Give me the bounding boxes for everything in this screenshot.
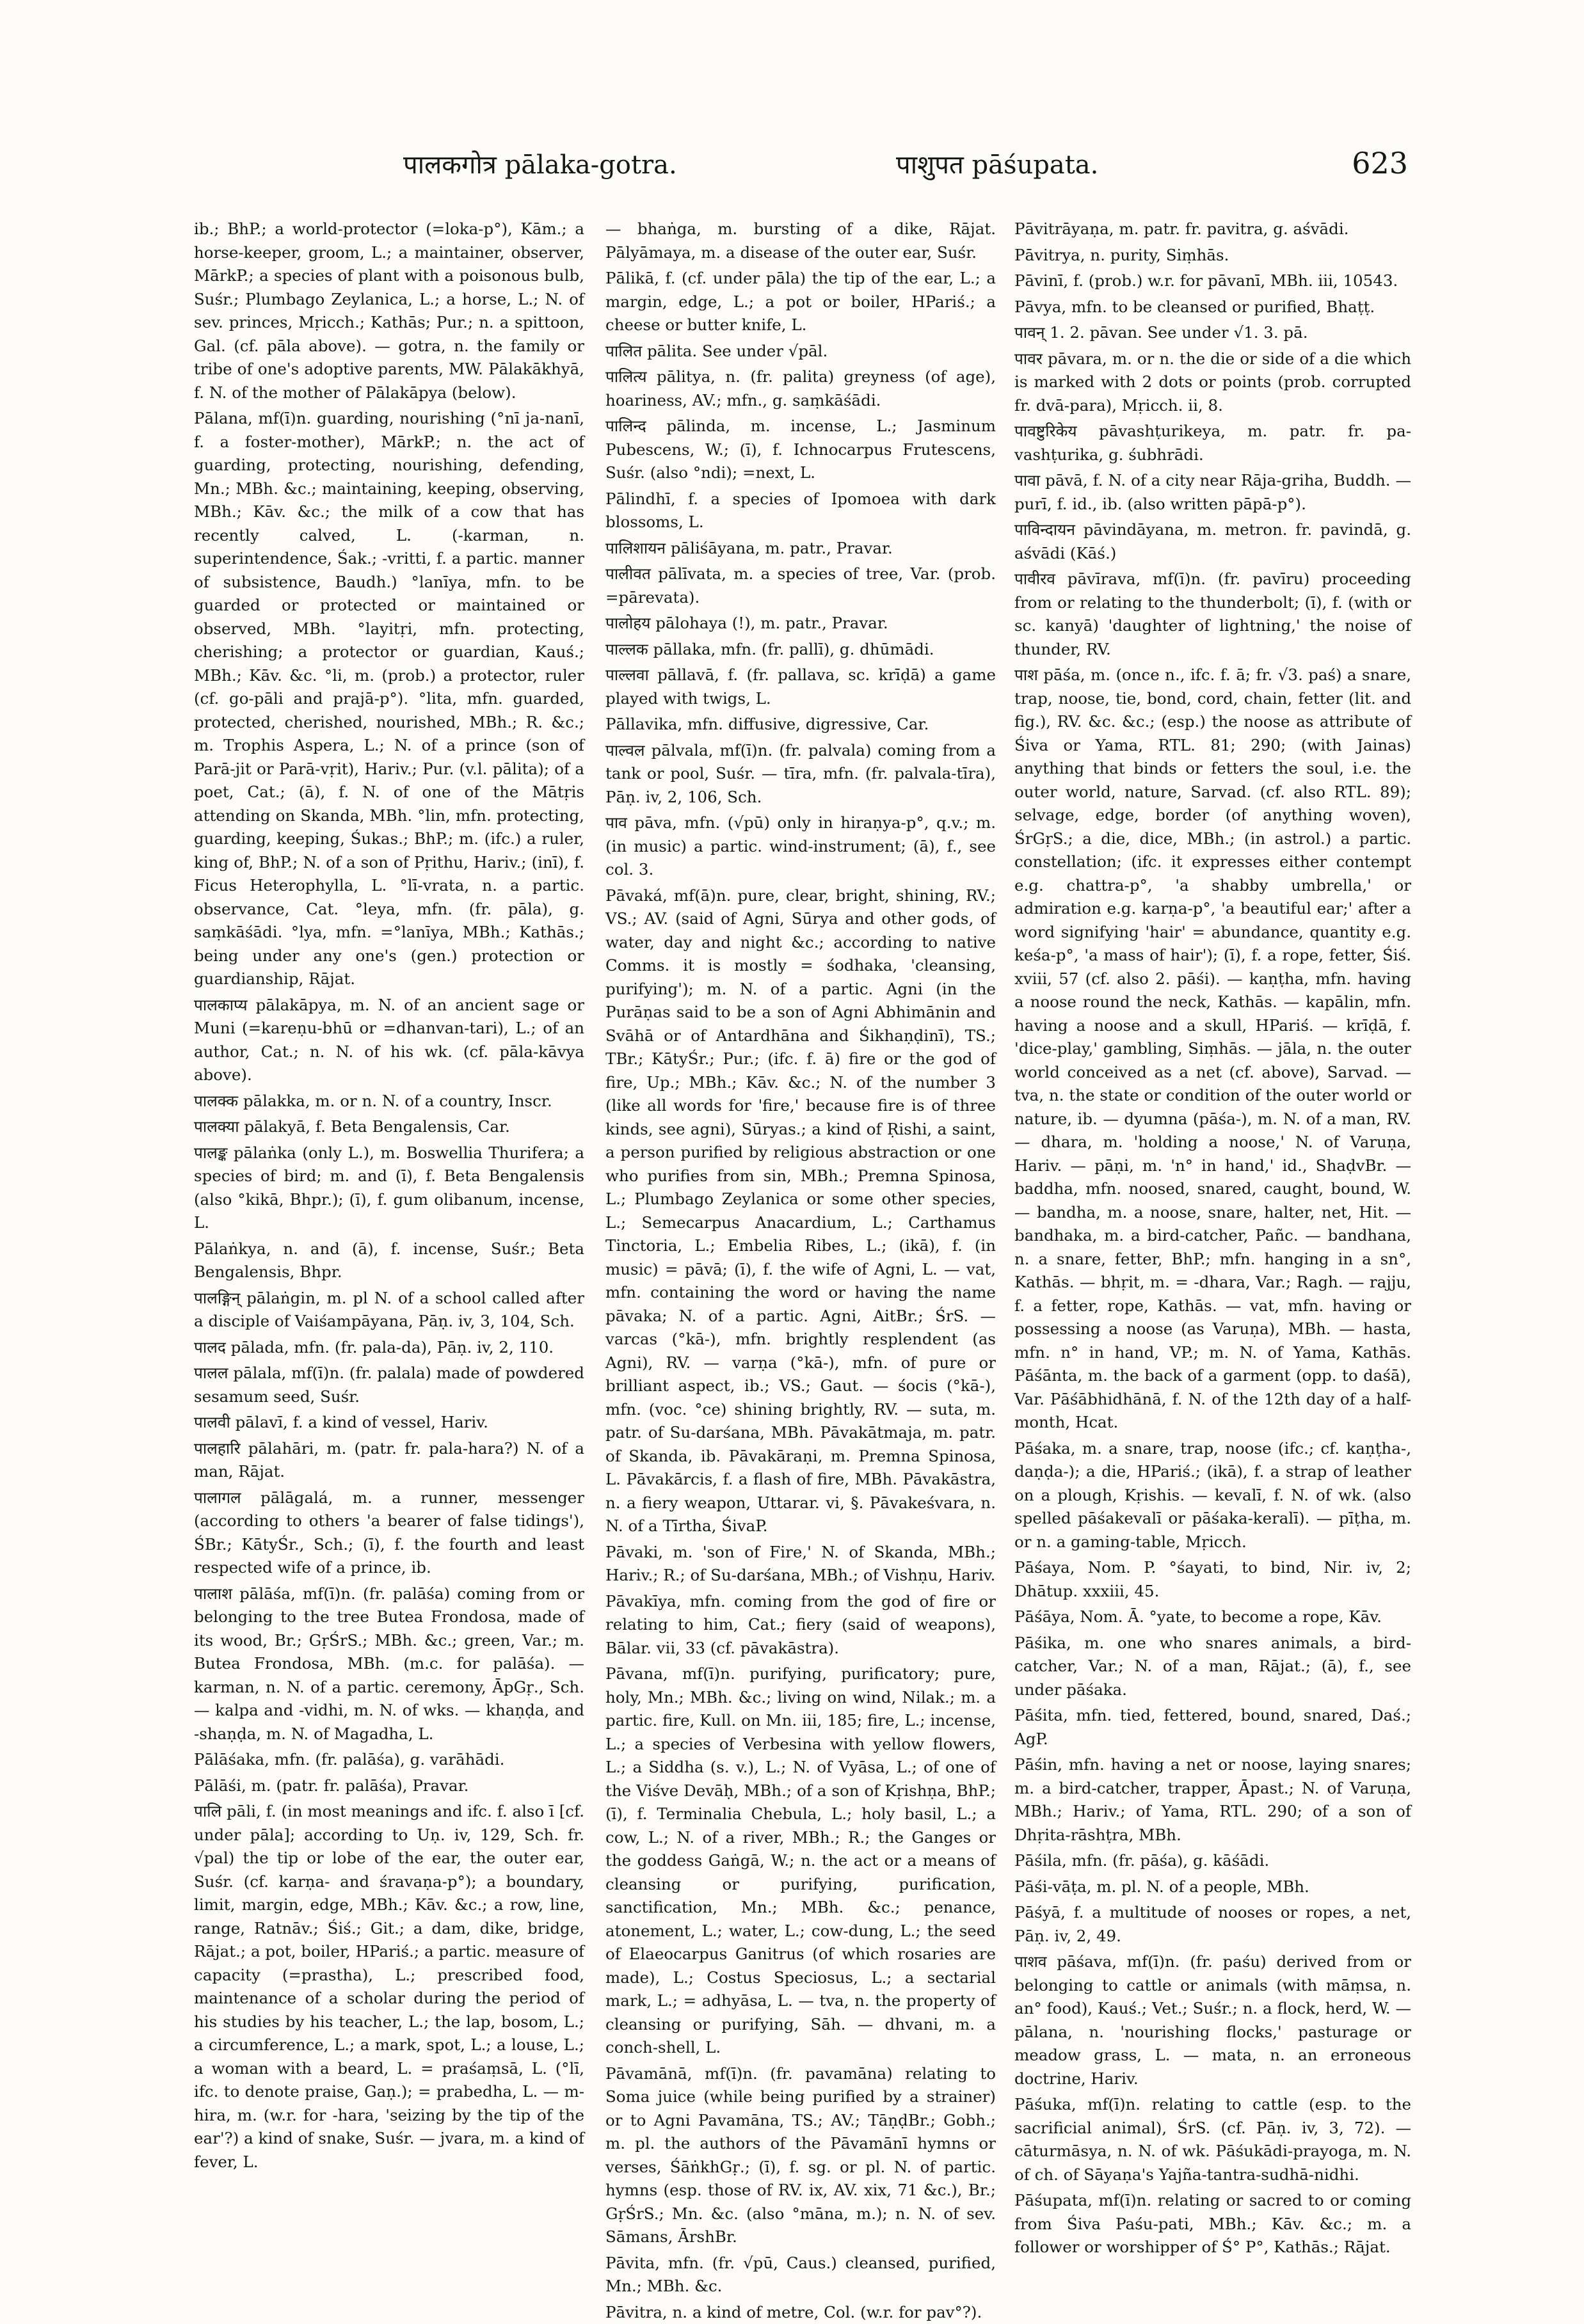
dictionary-entry: Pālāśi, m. (patr. fr. palāśa), Pravar. <box>194 1774 584 1798</box>
dictionary-entry: पावन् 1. 2. pāvan. See under √1. 3. pā. <box>1014 321 1411 345</box>
dictionary-entry: Pāvitra, n. a kind of metre, Col. (w.r. for pav°?). <box>605 2301 996 2324</box>
dictionary-entry: Pālikā, f. (cf. under pāla) the tip of the ear, L.; a margin, edge, L.; a pot or boiler, HPariś.; a cheese or butter knife, L. <box>605 267 996 337</box>
dictionary-entry: Pāśi-vāṭa, m. pl. N. of a people, MBh. <box>1014 1875 1411 1899</box>
dictionary-entry: पावर pāvara, m. or n. the die or side of a die which is marked with 2 dots or points (prob. corrupted fr. dvā-para), Mṛicch. ii, 8. <box>1014 347 1411 418</box>
dictionary-entry: पाश pāśa, m. (once n., ifc. f. ā; fr. √3. paś) a snare, trap, noose, tie, bond, cord, chain, fetter (lit. and fig.), RV. &c. &c.; (esp.) the noose as attribute of Śiva or Yama, RTL. 81; 290; (with Jainas) anything that binds or fetters the soul, i.e. the outer world, nature, Sarvad. (cf. also RTL. 89); selvage, edge, border (of anything woven), ŚrGṛS.; a die, dice, MBh.; (in astrol.) a partic. constellation; (ifc. it expresses either contempt e.g. chattra-p°, 'a shabby umbrella,' or admiration e.g. karṇa-p°, 'a beautiful ear;' after a word signifying 'hair' = abundance, quantity e.g. keśa-p°, 'a mass of hair'); (ī), f. a rope, fetter, Śiś. xviii, 57 (cf. also 2. pāśi). — kaṇṭha, mfn. having a noose round the neck, Kathās. — kapālin, mfn. having a noose and a skull, HPariś. — krīḍā, f. 'dice-play,' gambling, Siṃhās. — jāla, n. the outer world conceived as a net (cf. above), Sarvad. — tva, n. the state or condition of the outer world or nature, ib. — dyumna (pāśa-), m. N. of a man, RV. — dhara, m. 'holding a noose,' N. of Varuṇa, Hariv. — pāṇi, m. 'n° in hand,' id., ShaḍvBr. — baddha, mfn. noosed, snared, caught, bound, W. — bandha, m. a noose, snare, halter, net, Hit. — bandhaka, m. a bird-catcher, Pañc. — bandhana, n. a snare, fetter, BhP.; mfn. hanging in a sn°, Kathās. — bhṛit, m. = -dhara, Var.; Ragh. — rajju, f. a fetter, rope, Kathās. — vat, mfn. having or possessing a noose (as Varuṇa), MBh. — hasta, mfn. n° in hand, VP.; m. N. of Yama, Kathās. Pāśānta, m. the back of a garment (opp. to daśā), Var. Pāśābhidhānā, f. N. of the 12th day of a half-month, Hcat. <box>1014 664 1411 1435</box>
dictionary-entry: Pāśāya, Nom. Ā. °yate, to become a rope, Kāv. <box>1014 1605 1411 1629</box>
dictionary-entry: Pāvakīya, mfn. coming from the god of fire or relating to him, Cat.; fiery (said of weapons), Bālar. vii, 33 (cf. pāvakāstra). <box>605 1590 996 1660</box>
dictionary-entry: Pālaṅkya, n. and (ā), f. incense, Suśr.; Beta Bengalensis, Bhpr. <box>194 1238 584 1284</box>
dictionary-entry: पाविन्दायन pāvindāyana, m. metron. fr. pavindā, g. aśvādi (Kāś.) <box>1014 518 1411 565</box>
dictionary-entry: पाल्लक pāllaka, mfn. (fr. pallī), g. dhūmādi. <box>605 638 996 662</box>
dictionary-entry: पावष्टुरिकेय pāvashṭurikeya, m. patr. fr. pa-vashṭurika, g. śubhrādi. <box>1014 420 1411 466</box>
dictionary-entry: पावीरव pāvīrava, mf(ī)n. (fr. pavīru) proceeding from or relating to the thunderbolt; (ī), f. (with or sc. kanyā) 'daughter of lightning,' the noise of thunder, RV. <box>1014 568 1411 661</box>
dictionary-entry: Pāllavika, mfn. diffusive, digressive, Car. <box>605 713 996 736</box>
dictionary-entry: Pālāśaka, mfn. (fr. palāśa), g. varāhādi. <box>194 1748 584 1772</box>
dictionary-entry: Pāśaya, Nom. P. °śayati, to bind, Nir. iv, 2; Dhātup. xxxiii, 45. <box>1014 1556 1411 1603</box>
dictionary-entry: पावा pāvā, f. N. of a city near Rāja-griha, Buddh. — purī, f. id., ib. (also written pāpā-p°). <box>1014 469 1411 516</box>
dictionary-entry: Pāśita, mfn. tied, fettered, bound, snared, Daś.; AgP. <box>1014 1704 1411 1751</box>
dictionary-entry: Pāvita, mfn. (fr. √pū, Caus.) cleansed, purified, Mn.; MBh. &c. <box>605 2252 996 2298</box>
dictionary-entry: पालङ्गिन् pālaṅgin, m. pl N. of a school called after a disciple of Vaiśampāyana, Pāṇ. iv, 3, 104, Sch. <box>194 1287 584 1333</box>
dictionary-entry: Pāvitrāyaṇa, m. patr. fr. pavitra, g. aśvādi. <box>1014 218 1411 241</box>
dictionary-entry: पालकाप्य pālakāpya, m. N. of an ancient sage or Muni (=kareṇu-bhū or =dhanvan-tari), L.; of an author, Cat.; n. N. of his wk. (cf. pāla-kāvya above). <box>194 994 584 1087</box>
dictionary-entry: पाल्वल pālvala, mf(ī)n. (fr. palvala) coming from a tank or pool, Suśr. — tīra, mfn. (fr. palvala-tīra), Pāṇ. iv, 2, 106, Sch. <box>605 739 996 809</box>
header-right-headword: पाशुपत pāśupata. <box>896 146 1098 181</box>
page-number: 623 <box>1352 146 1408 180</box>
header-left-headword: पालकगोत्र pālaka-gotra. <box>403 146 677 181</box>
dictionary-entry: पाल्लवा pāllavā, f. (fr. pallava, sc. krīḍā) a game played with twigs, L. <box>605 664 996 710</box>
dictionary-entry: Pāśin, mfn. having a net or noose, laying snares; m. a bird-catcher, trapper, Āpast.; N. of Varuṇa, MBh.; Hariv.; of Yama, RTL. 290; of a son of Dhṛita-rāshṭra, MBh. <box>1014 1753 1411 1847</box>
dictionary-entry: पालित pālita. See under √pāl. <box>605 340 996 363</box>
dictionary-entry: Pāvaki, m. 'son of Fire,' N. of Skanda, MBh.; Hariv.; R.; of Su-darśana, MBh.; of Vishṇu, Hariv. <box>605 1541 996 1588</box>
dictionary-entry: Pāśyā, f. a multitude of nooses or ropes, a net, Pāṇ. iv, 2, 49. <box>1014 1901 1411 1948</box>
dictionary-entry: ib.; BhP.; a world-protector (=loka-p°), Kām.; a horse-keeper, groom, L.; a maintainer, observer, MārkP.; a species of plant with a poisonous bulb, Suśr.; Plumbago Zeylanica, L.; a horse, L.; N. of sev. princes, Mṛicch.; Kathās; Pur.; n. a spittoon, Gal. (cf. pāla above). — gotra, n. the family or tribe of one's adoptive parents, MW. Pālakākhyā, f. N. of the mother of Pālakāpya (below). <box>194 218 584 404</box>
dictionary-entry: पालङ्क pālaṅka (only L.), m. Boswellia Thurifera; a species of bird; m. and (ī), f. Beta Bengalensis (also °kikā, Bhpr.); (ī), f. gum olibanum, incense, L. <box>194 1142 584 1235</box>
dictionary-entry: पाव pāva, mfn. (√pū) only in hiraṇya-p°, q.v.; m. (in music) a partic. wind-instrument; (ā), f., see col. 3. <box>605 811 996 882</box>
dictionary-entry: Pāvana, mf(ī)n. purifying, purificatory; pure, holy, Mn.; MBh. &c.; living on wind, Nilak.; m. a partic. fire, Kull. on Mn. iii, 185; fire, L.; incense, L.; a species of Verbesina with yellow flowers, L.; a Siddha (s. v.), L.; N. of Vyāsa, L.; of one of the Viśve Devāḥ, MBh.; of a son of Kṛishṇa, BhP.; (ī), f. Terminalia Chebula, L.; holy basil, L.; a cow, L.; N. of a river, MBh.; R.; the Ganges or the goddess Gaṅgā, W.; n. the act or a means of cleansing or purifying, purification, sanctification, Mn.; MBh. &c.; penance, atonement, L.; water, L.; cow-dung, L.; the seed of Elaeocarpus Ganitrus (of which rosaries are made), L.; Costus Speciosus, L.; a sectarial mark, L.; = adhyāsa, L. — tva, n. the property of cleansing or purifying, Sāh. — dhvani, m. a conch-shell, L. <box>605 1662 996 2060</box>
dictionary-entry: पालहारि pālahāri, m. (patr. fr. pala-hara?) N. of a man, Rājat. <box>194 1437 584 1484</box>
running-header <box>192 146 1408 191</box>
dictionary-entry: पालल pālala, mf(ī)n. (fr. palala) made of powdered sesamum seed, Suśr. <box>194 1362 584 1408</box>
dictionary-entry: Pālindhī, f. a species of Ipomoea with dark blossoms, L. <box>605 488 996 534</box>
dictionary-entry: पालागल pālāgalá, m. a runner, messenger (according to others 'a bearer of false tidings'), ŚBr.; KātyŚr., Sch.; (ī), f. the fourth and least respected wife of a prince, ib. <box>194 1486 584 1580</box>
dictionary-entry: Pāśuka, mf(ī)n. relating to cattle (esp. to the sacrificial animal), ŚrS. (cf. Pāṇ. iv, 3, 72). — cāturmāsya, n. N. of wk. Pāśukādi-prayoga, m. N. of ch. of Sāyaṇa's Yajña-tantra-sudhā-nidhi. <box>1014 2093 1411 2186</box>
dictionary-entry: पालक्या pālakyā, f. Beta Bengalensis, Car. <box>194 1115 584 1139</box>
column-3 <box>1014 218 1411 2208</box>
column-1 <box>194 218 584 2208</box>
dictionary-entry: Pāvitrya, n. purity, Siṃhās. <box>1014 244 1411 267</box>
dictionary-entry: Pāvya, mfn. to be cleansed or purified, Bhaṭṭ. <box>1014 296 1411 319</box>
dictionary-entry: पालीवत pālīvata, m. a species of tree, Var. (prob. =pārevata). <box>605 562 996 609</box>
dictionary-entry: Pāśupata, mf(ī)n. relating or sacred to or coming from Śiva Paśu-pati, MBh.; Kāv. &c.; m. a follower or worshipper of Ś° P°, Kathās.; Rājat. <box>1014 2189 1411 2259</box>
dictionary-entry: पालिन्द pālinda, m. incense, L.; Jasminum Pubescens, W.; (ī), f. Ichnocarpus Frutescens, Suśr. (also °ndi); =next, L. <box>605 415 996 485</box>
column-2 <box>605 218 996 2208</box>
dictionary-entry: पालवी pālavī, f. a kind of vessel, Hariv. <box>194 1411 584 1435</box>
dictionary-entry: Pāvaká, mf(ā)n. pure, clear, bright, shining, RV.; VS.; AV. (said of Agni, Sūrya and other gods, of water, day and night &c.; according to native Comms. it is mostly = śodhaka, 'cleansing, purifying'); m. N. of a partic. Agni (in the Purāṇas said to be a son of Agni Abhimānin and Svāhā or of Antardhāna and Śikhaṇḍinī), TS.; TBr.; KātyŚr.; Pur.; (ifc. f. ā) fire or the god of fire, Up.; MBh.; Kāv. &c.; N. of the number 3 (like all words for 'fire,' because fire is of three kinds, see agni), Sūryas.; a kind of Ṛishi, a saint, a person purified by religious abstraction or one who purifies from sin, MBh.; Premna Spinosa, L.; Plumbago Zeylanica or some other species, L.; Semecarpus Anacardium, L.; Carthamus Tinctoria, L.; Embelia Ribes, L.; (ikā), f. (in music) = pāvā; (ī), f. the wife of Agni, L. — vat, mfn. containing the word or having the name pāvaka; N. of a partic. Agni, AitBr.; ŚrS. — varcas (°kā-), mfn. brightly resplendent (as Agni), RV. — varṇa (°kā-), mfn. of pure or brilliant aspect, ib.; VS.; Gaut. — śocis (°kā-), mfn. (voc. °ce) shining brightly, RV. — suta, m. patr. of Su-darśana, MBh. Pāvakātmaja, m. patr. of Skanda, ib. Pāvakāraṇi, m. Premna Spinosa, L. Pāvakārcis, f. a flash of fire, MBh. Pāvakāstra, n. a fiery weapon, Uttarar. vi, §. Pāvakeśvara, n. N. of a Tīrtha, ŚivaP. <box>605 884 996 1538</box>
dictionary-entry: पालोहय pālohaya (!), m. patr., Pravar. <box>605 612 996 635</box>
dictionary-entry: पालिशायन pāliśāyana, m. patr., Pravar. <box>605 537 996 561</box>
dictionary-entry: Pāśaka, m. a snare, trap, noose (ifc.; cf. kaṇṭha-, daṇḍa-); a die, HPariś.; (ikā), f. a strap of leather on a plough, Kṛishis. — kevalī, f. N. of wk. (also spelled pāśakevalī or pāśaka-keralī). — pīṭha, m. or n. a gaming-table, Mṛicch. <box>1014 1437 1411 1554</box>
dictionary-entry: Pāvamānā, mf(ī)n. (fr. pavamāna) relating to Soma juice (while being purified by a strainer) or to Agni Pavamāna, TS.; AV.; TāṇḍBr.; Gobh.; m. pl. the authors of the Pāvamānī hymns or verses, ŚāṅkhGṛ.; (ī), f. sg. or pl. N. of partic. hymns (esp. those of RV. ix, AV. xix, 71 &c.), Br.; GṛŚrS.; Mn. &c. (also °māna, m.); n. N. of sev. Sāmans, ĀrshBr. <box>605 2062 996 2249</box>
dictionary-entry: पालित्य pālitya, n. (fr. palita) greyness (of age), hoariness, AV.; mfn., g. saṃkāśādi. <box>605 365 996 412</box>
dictionary-entry: पालक्क pālakka, m. or n. N. of a country, Inscr. <box>194 1090 584 1113</box>
dictionary-entry: Pāśila, mfn. (fr. pāśa), g. kāśādi. <box>1014 1849 1411 1873</box>
dictionary-entry: पालाश pālāśa, mf(ī)n. (fr. palāśa) coming from or belonging to the tree Butea Frondosa, made of its wood, Br.; GṛŚrS.; MBh. &c.; green, Var.; m. Butea Frondosa, MBh. (m.c. for palāśa). — karman, n. N. of a partic. ceremony, ĀpGṛ., Sch. — kalpa and -vidhi, m. N. of wks. — khaṇḍa, and -shaṇḍa, m. N. of Magadha, L. <box>194 1582 584 1746</box>
dictionary-entry: Pālana, mf(ī)n. guarding, nourishing (°nī ja-nanī, f. a foster-mother), MārkP.; n. the act of guarding, protecting, nourishing, defending, Mn.; MBh. &c.; maintaining, keeping, observing, MBh.; Kāv. &c.; the milk of a cow that has recently calved, L. (-karman, n. superintendence, Śak.; -vritti, f. a partic. manner of subsistence, Baudh.) °lanīya, mfn. to be guarded or protected or maintained or observed, MBh. °layitṛi, mfn. protecting, cherishing; a protector or guardian, Kauś.; MBh.; Kāv. &c. °li, m. (prob.) a protector, ruler (cf. go-pāli and prajā-p°). °lita, mfn. guarded, protected, cherished, nourished, MBh.; R. &c.; m. Trophis Aspera, L.; N. of a prince (son of Parā-jit or Parā-vṛit), Hariv.; Pur. (v.l. pālita); of a poet, Cat.; (ā), f. N. of one of the Mātṛis attending on Skanda, MBh. °lin, mfn. protecting, guarding, keeping, Śukas.; BhP.; m. (ifc.) a ruler, king of, BhP.; N. of a son of Pṛithu, Hariv.; (inī), f. Ficus Heterophylla, L. °lī-vrata, n. a partic. observance, Cat. °leya, mfn. (fr. pāla), g. saṃkāśādi. °lya, mfn. =°lanīya, MBh.; Kathās.; being under any one's (gen.) protection or guardianship, Rājat. <box>194 407 584 991</box>
dictionary-entry: — bhaṅga, m. bursting of a dike, Rājat. Pālyāmaya, m. a disease of the outer ear, Suśr. <box>605 218 996 264</box>
dictionary-entry: पाशव pāśava, mf(ī)n. (fr. paśu) derived from or belonging to cattle or animals (with māṃsa, n. an° food), Kauś.; Vet.; Suśr.; n. a flock, herd, W. — pālana, n. 'nourishing flocks,' pasturage or meadow grass, L. — mata, n. an erroneous doctrine, Hariv. <box>1014 1950 1411 2090</box>
dictionary-entry: पालि pāli, f. (in most meanings and ifc. f. also ī [cf. under pāla]; according to Uṇ. iv, 129, Sch. fr. √pal) the tip or lobe of the ear, the outer ear, Suśr. (cf. karṇa- and śravaṇa-p°); a boundary, limit, margin, edge, MBh.; Kāv. &c.; a row, line, range, Ratnāv.; Śiś.; Git.; a dam, dike, bridge, Rājat.; a pot, boiler, HPariś.; a partic. measure of capacity (=prastha), L.; prescribed food, maintenance of a scholar during the period of his studies by his teacher, L.; the lap, bosom, L.; a circumference, L.; a mark, spot, L.; a louse, L.; a woman with a beard, L. = praśaṃsā, L. (°lī, ifc. to denote praise, Gaṇ.); = prabedha, L. — m-hira, m. (w.r. for -hara, 'seizing by the tip of the ear'?) a kind of snake, Suśr. — jvara, m. a kind of fever, L. <box>194 1800 584 2174</box>
dictionary-entry: Pāvinī, f. (prob.) w.r. for pāvanī, MBh. iii, 10543. <box>1014 269 1411 293</box>
dictionary-entry: पालद pālada, mfn. (fr. pala-da), Pāṇ. iv, 2, 110. <box>194 1336 584 1360</box>
dictionary-entry: Pāśika, m. one who snares animals, a bird-catcher, Var.; N. of a man, Rājat.; (ā), f., see under pāśaka. <box>1014 1632 1411 1702</box>
